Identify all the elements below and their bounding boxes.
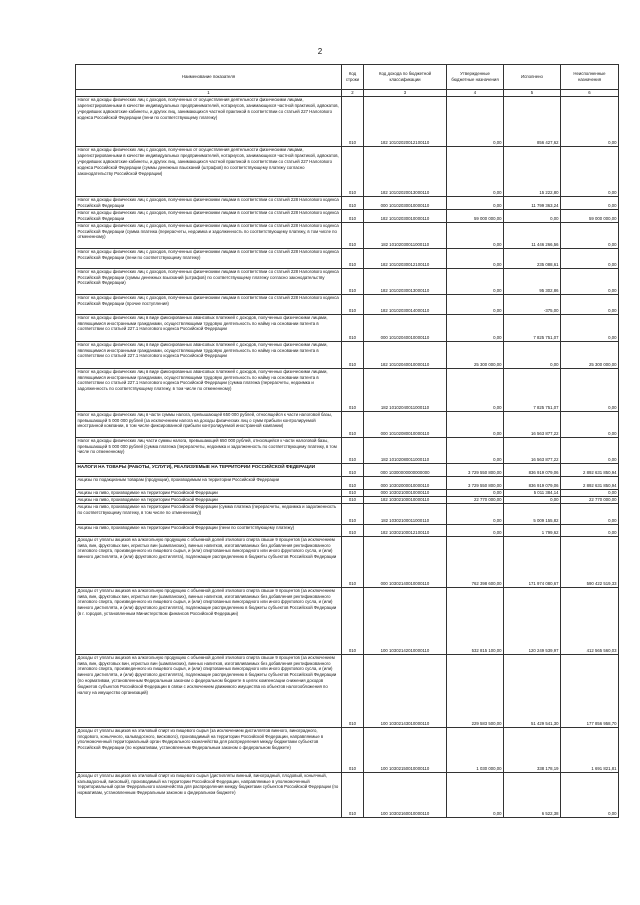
row-line-code: 010: [342, 654, 364, 727]
row-unexecuted: 0,00: [561, 97, 619, 147]
row-approved: 0,00: [447, 524, 504, 536]
column-index: 6: [561, 90, 619, 97]
row-line-code: 010: [342, 209, 364, 222]
row-line-code: 010: [342, 294, 364, 314]
row-unexecuted: 0,00: [561, 437, 619, 463]
row-budget-code: 000 10302100010000110: [364, 489, 447, 496]
row-line-code: 010: [342, 97, 364, 147]
row-name: Налог на доходы физических лиц с доходов, полученных физическими лицами в соответствии со статьей 228 Налогового кодекса Российской Федерации (пени по соответствующему платежу): [77, 248, 339, 260]
row-line-code: 010: [342, 411, 364, 437]
row-approved: 22 770 000,00: [447, 496, 504, 503]
table-row: [76, 248, 619, 268]
row-approved: 0,00: [447, 437, 504, 463]
row-name: Доходы от уплаты акцизов на алкогольную продукцию с объемной долей этилового спирта свыше 9 процентов (за исключением пива, вин, фруктовых вин, игристых вин (шампанских), винных напитков, изготавливаемых без добавления ректификованного этилового спирта, произведенного из пищевого сырья, и (или) спиртованных виноградного или иного фруктового сусла, и (или) винного дистиллята, и (или) фруктового дистиллята), подлежащие распределению в бюджеты субъектов Российской Федерации: [77, 536, 337, 560]
row-executed: -375,00: [504, 294, 561, 314]
row-line-code: 010: [342, 147, 364, 197]
row-executed: 7 825 751,07: [504, 368, 561, 411]
row-unexecuted: 0,00: [561, 772, 619, 817]
row-line-code: 010: [342, 268, 364, 294]
row-name: Акцизы на пиво, производимое на территории Российской Федерации: [77, 496, 218, 502]
row-line-code: 010: [342, 341, 364, 368]
row-name: Налог на доходы физических лиц части суммы налога, превышающей 650 000 рублей, относящейся к части налоговой базы, превышающей 5 000 000 рублей (сумма платежа (перерасчеты, недоимка и задолженность по соответствующему платежу, в том числе по отмененному): [77, 437, 337, 455]
row-budget-code: 182 10302100010000110: [364, 496, 447, 503]
row-approved: 0,00: [447, 197, 504, 210]
row-approved: 3 729 550 800,00: [447, 463, 504, 476]
row-executed: 856 427,62: [504, 97, 561, 147]
row-line-code: 010: [342, 222, 364, 248]
row-name: Налог на доходы физических лиц в виде фиксированных авансовых платежей с доходов, полученных физическими лицами, являющимися иностранными гражданами, осуществляющими трудовую деятельность по найму на основании патента в соответствии со статьей 227.1 Налогового кодекса Российской Федерации: [77, 314, 328, 332]
row-unexecuted: 2 892 631 850,94: [561, 463, 619, 476]
row-approved: 59 000 000,00: [447, 209, 504, 222]
row-unexecuted: 0,00: [561, 248, 619, 268]
header-executed: Исполнено: [504, 65, 561, 90]
row-approved: 1 030 000,00: [447, 727, 504, 772]
row-executed: 5 011 384,14: [504, 489, 561, 496]
row-unexecuted: 0,00: [561, 411, 619, 437]
row-line-code: 010: [342, 437, 364, 463]
row-approved: 0,00: [447, 314, 504, 341]
table-row: [76, 772, 619, 817]
row-unexecuted: 0,00: [561, 268, 619, 294]
table-row: [76, 437, 619, 463]
row-executed: 338 178,19: [504, 727, 561, 772]
row-budget-code: 182 10302100011000110: [364, 503, 447, 524]
row-executed: 16 563 877,22: [504, 411, 561, 437]
row-line-code: 010: [342, 248, 364, 268]
row-approved: 532 815 100,00: [447, 587, 504, 654]
row-budget-code: 000 10102080010000110: [364, 411, 447, 437]
row-unexecuted: 0,00: [561, 314, 619, 341]
row-name: НАЛОГИ НА ТОВАРЫ (РАБОТЫ, УСЛУГИ), РЕАЛИЗУЕМЫЕ НА ТЕРРИТОРИИ РОССИЙСКОЙ ФЕДЕРАЦИИ: [77, 463, 316, 469]
row-name: Акцизы на пиво, производимое на территории Российской Федерации: [77, 489, 218, 495]
row-line-code: 010: [342, 772, 364, 817]
row-approved: 0,00: [447, 222, 504, 248]
row-budget-code: 182 10102020013000110: [364, 147, 447, 197]
column-index: 3: [364, 90, 447, 97]
table-row: [76, 587, 619, 654]
row-budget-code: 000 10300000000000000: [364, 463, 447, 476]
row-budget-code: 182 10102080011000110: [364, 437, 447, 463]
row-approved: 0,00: [447, 489, 504, 496]
row-name: Налог на доходы физических лиц с доходов, полученных от осуществления деятельности физическими лицами, зарегистрированными в качестве индивидуальных предпринимателей, нотариусов, занимающихся частной практикой, адвокатов, учредивших адвокатские кабинеты, и других лиц, занимающихся частной практикой в соответствии со статьей 227 Налогового кодекса Российской Федерации (пени по соответствующему платежу): [77, 97, 339, 120]
row-name: Акцизы на пиво, производимое на территории Российской Федерации (пени по соответствующему платежу): [77, 524, 295, 530]
table-row: [76, 209, 619, 222]
row-budget-code: 000 10302000010000110: [364, 476, 447, 489]
row-approved: 229 583 500,00: [447, 654, 504, 727]
header-unexecuted: Неисполненные назначения: [561, 65, 619, 90]
table-row: [76, 411, 619, 437]
row-line-code: 010: [342, 314, 364, 341]
table-row: [76, 368, 619, 411]
row-unexecuted: 1 691 821,81: [561, 727, 619, 772]
row-name: Налог на доходы физических лиц с доходов, полученных физическими лицами в соответствии со статьей 228 Налогового кодекса Российской Федерации (прочие поступления): [77, 294, 339, 306]
row-executed: 51 429 541,30: [504, 654, 561, 727]
row-approved: 0,00: [447, 268, 504, 294]
column-index: 5: [504, 90, 561, 97]
table-row: [76, 463, 619, 476]
row-executed: 0,00: [504, 496, 561, 503]
row-line-code: 010: [342, 489, 364, 496]
row-line-code: 010: [342, 476, 364, 489]
row-unexecuted: 59 000 000,00: [561, 209, 619, 222]
row-name: Акцизы по подакцизным товарам (продукции), производимым на территории Российской Федерации: [77, 476, 279, 482]
table-row: [76, 536, 619, 587]
column-index: 1: [76, 90, 342, 97]
header-name: Наименование показателя: [76, 65, 342, 90]
row-budget-code: 100 10302160010000110: [364, 772, 447, 817]
row-budget-code: 182 10102030012100110: [364, 248, 447, 268]
row-unexecuted: 0,00: [561, 222, 619, 248]
row-approved: 762 398 600,00: [447, 536, 504, 587]
header-budget-code: Код дохода по бюджетной классификации: [364, 65, 447, 90]
row-approved: 3 729 550 800,00: [447, 476, 504, 489]
column-index-row: [76, 90, 619, 97]
row-budget-code: 100 10302142010000110: [364, 587, 447, 654]
table-row: [76, 294, 619, 314]
row-budget-code: 100 10302143010000110: [364, 654, 447, 727]
row-unexecuted: 22 770 000,00: [561, 496, 619, 503]
row-budget-code: 100 10302150010000110: [364, 727, 447, 772]
row-unexecuted: 25 300 000,00: [561, 341, 619, 368]
row-name: Налог на доходы физических лиц с доходов, полученных физическими лицами в соответствии со статьей 228 Налогового кодекса Российской Федерации: [77, 197, 339, 208]
row-name: Доходы от уплаты акцизов на этиловый спирт из пищевого сырья (дистилляты винный, виноградный, плодовый, коньячный, кальвадосный, висковый), производимый на территории Российской Федерации, направляемые в уполномоченный территориальный орган Федерального казначейства для распределения между бюджетами субъектов Российской Федерации (по нормативам, установленным Федеральным законом о федеральном бюджете): [77, 772, 339, 796]
table-row: [76, 97, 619, 147]
table-row: [76, 727, 619, 772]
row-name: Доходы от уплаты акцизов на алкогольную продукцию с объемной долей этилового спирта свыше 9 процентов (за исключением пива, вин, фруктовых вин, игристых вин (шампанских), винных напитков, изготавливаемых без добавления ректификованного этилового спирта, произведенного из пищевого сырья, и (или) спиртованных виноградного или иного фруктового сусла, и (или) винного дистиллята, и (или) фруктового дистиллята), подлежащие распределению в бюджеты субъектов Российской Федерации (по нормативам, установленным Федеральным законом о федеральном бюджете в целях компенсации снижения доходов бюджетов субъектов Российской Федерации в связи с исключением движимого имущества из объектов налогообложения по налогу на имущество организаций): [77, 654, 337, 696]
row-executed: 16 563 877,22: [504, 437, 561, 463]
row-approved: 0,00: [447, 97, 504, 147]
row-name: Налог на доходы физических лиц с доходов, полученных от осуществления деятельности физическими лицами, зарегистрированными в качестве индивидуальных предпринимателей, нотариусов, занимающихся частной практикой, адвокатов, учредивших адвокатские кабинеты, и других лиц, занимающихся частной практикой в соответствии со статьей 227 Налогового кодекса Российской Федерации (суммы денежных взысканий (штрафов) по соответствующему платежу согласно законодательству Российской Федерации): [77, 147, 339, 176]
table-body: [76, 97, 619, 818]
row-executed: 120 249 539,97: [504, 587, 561, 654]
table-row: [76, 496, 619, 503]
row-executed: 7 825 751,07: [504, 314, 561, 341]
row-budget-code: 182 10102030011000110: [364, 222, 447, 248]
table-row: [76, 654, 619, 727]
row-approved: 0,00: [447, 368, 504, 411]
row-approved: 25 300 000,00: [447, 341, 504, 368]
row-approved: 0,00: [447, 248, 504, 268]
row-unexecuted: 0,00: [561, 489, 619, 496]
table-row: [76, 268, 619, 294]
row-name: Доходы от уплаты акцизов на этиловый спирт из пищевого сырья (за исключением дистиллятов винного, виноградного, плодового, коньячного, кальвадосного, вискового), производимый на территории Российской Федерации, направляемые в уполномоченный территориальный орган Федерального казначейства для распределения между бюджетами субъектов Российской Федерации (по нормативам, установленным Федеральным законом о федеральном бюджете): [77, 727, 324, 751]
table-row: [76, 489, 619, 496]
row-name: Доходы от уплаты акцизов на алкогольную продукцию с объемной долей этилового спирта свыше 9 процентов (за исключением пива, вин, фруктовых вин, игристых вин (шампанских), винных напитков, изготавливаемых без добавления ректификованного этилового спирта, произведенного из пищевого сырья, и (или) спиртованных виноградного или иного фруктового сусла, и (или) винного дистиллята, и (или) фруктового дистиллята), подлежащие распределению в бюджеты субъектов Российской Федерации (в г. городов, установленным Министерством финансов Российской Федерации): [77, 587, 337, 617]
row-approved: 0,00: [447, 503, 504, 524]
row-approved: 0,00: [447, 294, 504, 314]
row-budget-code: 182 10102020012100110: [364, 97, 447, 147]
row-budget-code: 182 10102030014000110: [364, 294, 447, 314]
row-unexecuted: 590 422 519,33: [561, 536, 619, 587]
row-budget-code: 182 10102030010000110: [364, 209, 447, 222]
row-unexecuted: 0,00: [561, 503, 619, 524]
row-name: Акцизы на пиво, производимое на территории Российской Федерации (сумма платежа (перерасчеты, недоимка и задолженность по соответствующему платежу, в том числе по отмененному)): [77, 503, 337, 515]
row-budget-code: 000 10302140010000110: [364, 536, 447, 587]
row-approved: 0,00: [447, 772, 504, 817]
row-executed: 0,00: [504, 341, 561, 368]
row-budget-code: 182 10102040010000110: [364, 341, 447, 368]
row-approved: 0,00: [447, 147, 504, 197]
row-executed: 11 799 363,24: [504, 197, 561, 210]
row-budget-code: 182 10302100012100110: [364, 524, 447, 536]
row-approved: 0,00: [447, 411, 504, 437]
row-executed: 95 302,86: [504, 268, 561, 294]
row-budget-code: 000 10102030010000110: [364, 197, 447, 210]
table-row: [76, 341, 619, 368]
row-executed: 6 522,38: [504, 772, 561, 817]
header-line-code: Код строки: [342, 65, 364, 90]
row-budget-code: 182 10102040011000110: [364, 368, 447, 411]
table-row: [76, 314, 619, 341]
income-report-table: [75, 64, 619, 818]
row-line-code: 010: [342, 197, 364, 210]
row-name: Налог на доходы физических лиц с доходов, полученных физическими лицами в соответствии со статьей 228 Налогового кодекса Российской Федерации: [77, 209, 339, 221]
row-executed: 15 222,80: [504, 147, 561, 197]
table-row: [76, 476, 619, 489]
row-name: Налог на доходы физических лиц с доходов, полученных физическими лицами в соответствии со статьей 228 Налогового кодекса Российской Федерации (сумма платежа (перерасчеты, недоимка и задолженность по соответствующему платежу, в том числе по отмененному): [77, 222, 339, 240]
row-executed: 235 088,61: [504, 248, 561, 268]
row-executed: 836 919 079,06: [504, 476, 561, 489]
row-line-code: 010: [342, 463, 364, 476]
row-executed: 836 919 079,06: [504, 463, 561, 476]
header-approved: Утвержденные бюджетные назначения: [447, 65, 504, 90]
row-line-code: 010: [342, 536, 364, 587]
column-index: 4: [447, 90, 504, 97]
row-unexecuted: 0,00: [561, 524, 619, 536]
table-row: [76, 503, 619, 524]
row-name: Налог на доходы физических лиц в части суммы налога, превышающей 650 000 рублей, относящейся к части налоговой базы, превышающей 5 000 000 рублей (за исключением налога на доходы физических лиц о сумм прибыли контролируемой иностранной компании, в том числе фиксированной прибыли контролируемой иностранной компании): [77, 411, 332, 429]
table-row: [76, 197, 619, 210]
row-budget-code: 000 10102040010000110: [364, 314, 447, 341]
row-budget-code: 182 10102030013000110: [364, 268, 447, 294]
table-header-row: [76, 65, 619, 90]
row-name: Налог на доходы физических лиц в виде фиксированных авансовых платежей с доходов, полученных физическими лицами, являющимися иностранными гражданами, осуществляющими трудовую деятельность по найму на основании патента в соответствии со статьей 227.1 Налогового кодекса Российской Федерации (сумма платежа (перерасчеты, недоимка и задолженность по соответствующему платежу, в том числе по отмененному): [77, 368, 328, 392]
column-index: 2: [342, 90, 364, 97]
row-line-code: 010: [342, 727, 364, 772]
table-row: [76, 147, 619, 197]
row-line-code: 010: [342, 496, 364, 503]
row-executed: 5 009 155,82: [504, 503, 561, 524]
row-executed: 11 446 266,56: [504, 222, 561, 248]
row-unexecuted: 412 565 560,03: [561, 587, 619, 654]
row-unexecuted: 0,00: [561, 147, 619, 197]
row-unexecuted: 0,00: [561, 294, 619, 314]
page-number: 2: [317, 47, 323, 56]
row-executed: 0,00: [504, 209, 561, 222]
row-line-code: 010: [342, 587, 364, 654]
row-line-code: 010: [342, 524, 364, 536]
row-unexecuted: 0,00: [561, 368, 619, 411]
row-name: Налог на доходы физических лиц с доходов, полученных физическими лицами в соответствии со статьей 228 Налогового кодекса Российской Федерации (суммы денежных взысканий (штрафов) по соответствующему платежу согласно законодательству Российской Федерации): [77, 268, 339, 286]
table-row: [76, 524, 619, 536]
row-line-code: 010: [342, 368, 364, 411]
row-executed: 1 799,62: [504, 524, 561, 536]
row-unexecuted: 177 856 958,70: [561, 654, 619, 727]
row-unexecuted: 2 892 631 850,94: [561, 476, 619, 489]
row-unexecuted: 0,00: [561, 197, 619, 210]
row-name: Налог на доходы физических лиц в виде фиксированных авансовых платежей с доходов, полученных физическими лицами, являющимися иностранными гражданами, осуществляющими трудовую деятельность по найму на основании патента в соответствии со статьей 227.1 Налогового кодекса Российской Федерации: [77, 341, 328, 359]
row-executed: 171 974 080,67: [504, 536, 561, 587]
table-row: [76, 222, 619, 248]
row-line-code: 010: [342, 503, 364, 524]
